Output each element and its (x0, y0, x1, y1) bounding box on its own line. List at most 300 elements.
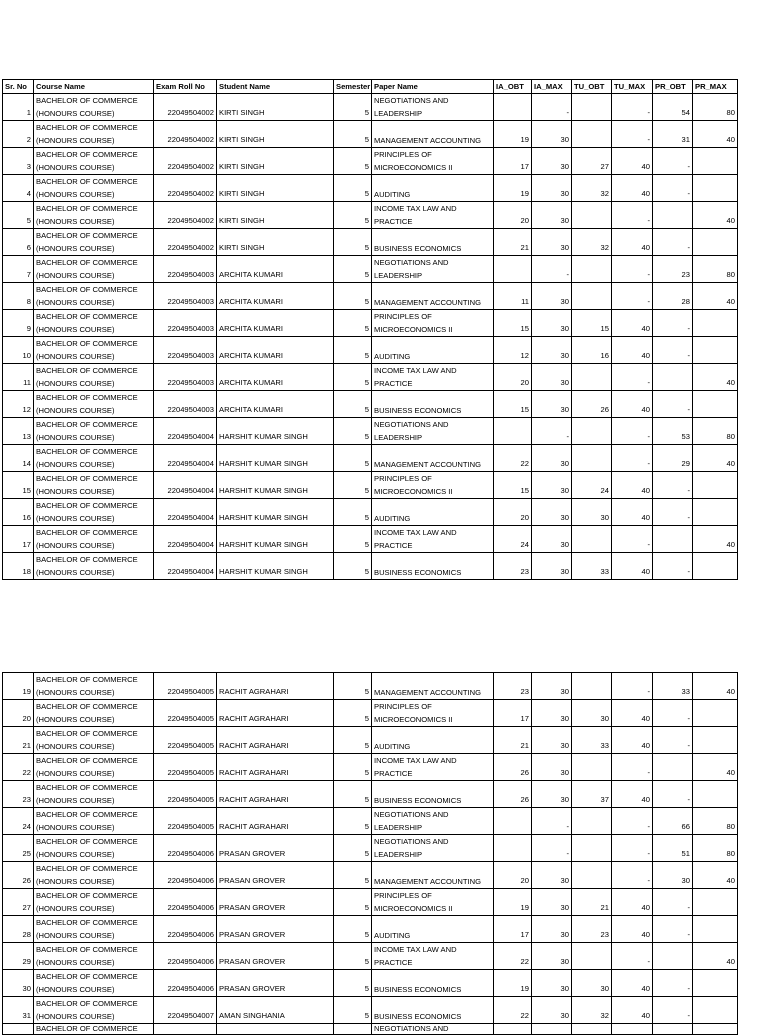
semester-cell: 5 (334, 916, 372, 943)
student-name-cell (217, 1024, 334, 1035)
pr-max-cell: 80 (693, 256, 738, 283)
ia-max-cell: 30 (532, 121, 572, 148)
pr-obt-cell (653, 364, 693, 391)
course-name-cell: BACHELOR OF COMMERCE (HONOURS COURSE) (34, 943, 154, 970)
tu-obt-cell (572, 754, 612, 781)
tu-max-cell: - (612, 673, 653, 700)
paper-name-cell: MANAGEMENT ACCOUNTING (372, 862, 494, 889)
semester-cell: 5 (334, 553, 372, 580)
course-name-cell: BACHELOR OF COMMERCE (HONOURS COURSE) (34, 835, 154, 862)
ia-obt-cell: 11 (494, 283, 532, 310)
course-name-cell: BACHELOR OF COMMERCE (HONOURS COURSE) (34, 121, 154, 148)
header-row (3, 80, 738, 94)
pr-obt-cell: - (653, 553, 693, 580)
ia-obt-cell: 24 (494, 526, 532, 553)
exam-roll-no-cell: 22049504006 (154, 916, 217, 943)
sr-no-cell (3, 1024, 34, 1035)
semester-cell: 5 (334, 970, 372, 997)
ia-max-cell: 30 (532, 754, 572, 781)
course-name-cell: BACHELOR OF COMMERCE (HONOURS COURSE) (34, 862, 154, 889)
ia-obt-cell: 21 (494, 229, 532, 256)
pr-max-cell (693, 700, 738, 727)
pr-max-cell: 40 (693, 943, 738, 970)
student-name-cell: RACHIT AGRAHARI (217, 754, 334, 781)
exam-roll-no-cell: 22049504004 (154, 499, 217, 526)
tu-max-cell: 40 (612, 889, 653, 916)
ia-max-cell: 30 (532, 889, 572, 916)
pr-obt-cell: - (653, 148, 693, 175)
student-name-cell: ARCHITA KUMARI (217, 364, 334, 391)
tu-obt-cell (572, 862, 612, 889)
course-name-cell: BACHELOR OF COMMERCE (HONOURS COURSE) (34, 889, 154, 916)
tu-max-cell: - (612, 418, 653, 445)
pr-max-cell (693, 553, 738, 580)
ia-obt-cell (494, 256, 532, 283)
ia-obt-cell: 20 (494, 499, 532, 526)
tu-max-cell: - (612, 943, 653, 970)
student-name-cell: RACHIT AGRAHARI (217, 700, 334, 727)
table-body (3, 94, 738, 580)
sr-no-cell: 27 (3, 889, 34, 916)
pr-obt-cell: 53 (653, 418, 693, 445)
tu-obt-cell (572, 808, 612, 835)
ia-obt-cell: 20 (494, 862, 532, 889)
tu-obt-cell (572, 94, 612, 121)
tu-max-cell: - (612, 445, 653, 472)
table-row (3, 94, 738, 121)
semester-cell: 5 (334, 229, 372, 256)
ia-obt-cell: 20 (494, 364, 532, 391)
table-row (3, 673, 738, 700)
sr-no-cell: 25 (3, 835, 34, 862)
paper-name-cell: BUSINESS ECONOMICS (372, 997, 494, 1024)
table-row (3, 943, 738, 970)
tu-max-cell: 40 (612, 337, 653, 364)
tu-obt-cell (572, 673, 612, 700)
pr-max-cell: 40 (693, 862, 738, 889)
table-row (3, 418, 738, 445)
ia-max-cell: 30 (532, 472, 572, 499)
exam-roll-no-cell: 22049504002 (154, 175, 217, 202)
pr-obt-cell: - (653, 970, 693, 997)
tu-max-cell: - (612, 835, 653, 862)
table-row (3, 862, 738, 889)
pr-obt-cell: - (653, 781, 693, 808)
pr-obt-cell: - (653, 391, 693, 418)
paper-name-cell: BUSINESS ECONOMICS (372, 229, 494, 256)
sr-no-cell: 7 (3, 256, 34, 283)
ia-obt-cell: 21 (494, 727, 532, 754)
ia-obt-cell: 12 (494, 337, 532, 364)
ia-max-cell: 30 (532, 229, 572, 256)
exam-roll-no-cell: 22049504006 (154, 943, 217, 970)
tu-max-cell: - (612, 862, 653, 889)
ia-obt-cell (494, 94, 532, 121)
exam-roll-no-cell: 22049504005 (154, 700, 217, 727)
tu-obt-cell: 15 (572, 310, 612, 337)
ia-max-cell: - (532, 835, 572, 862)
table-body (3, 673, 738, 1035)
table-row (3, 970, 738, 997)
paper-name-cell: MANAGEMENT ACCOUNTING (372, 445, 494, 472)
course-name-cell: BACHELOR OF COMMERCE (HONOURS COURSE) (34, 175, 154, 202)
student-name-cell: KIRTI SINGH (217, 175, 334, 202)
table-row (3, 202, 738, 229)
ia-obt-cell: 23 (494, 673, 532, 700)
pr-max-cell: 40 (693, 754, 738, 781)
pr-obt-cell: 54 (653, 94, 693, 121)
header-tu-max: TU_MAX (612, 80, 653, 94)
exam-roll-no-cell: 22049504005 (154, 808, 217, 835)
pr-max-cell (693, 997, 738, 1024)
course-name-cell: BACHELOR OF COMMERCE (HONOURS COURSE) (34, 256, 154, 283)
pr-max-cell (693, 472, 738, 499)
student-name-cell: PRASAN GROVER (217, 835, 334, 862)
pr-obt-cell: 30 (653, 862, 693, 889)
course-name-cell: BACHELOR OF COMMERCE (HONOURS COURSE) (34, 229, 154, 256)
ia-obt-cell: 19 (494, 175, 532, 202)
semester-cell: 5 (334, 364, 372, 391)
tu-obt-cell: 37 (572, 781, 612, 808)
paper-name-cell: NEGOTIATIONS AND LEADERSHIP (372, 256, 494, 283)
tu-max-cell: 40 (612, 175, 653, 202)
sr-no-cell: 20 (3, 700, 34, 727)
exam-roll-no-cell: 22049504006 (154, 889, 217, 916)
pr-obt-cell: - (653, 727, 693, 754)
semester-cell: 5 (334, 943, 372, 970)
table-row (3, 526, 738, 553)
semester-cell: 5 (334, 472, 372, 499)
ia-obt-cell: 15 (494, 391, 532, 418)
paper-name-cell: BUSINESS ECONOMICS (372, 970, 494, 997)
pr-obt-cell: 28 (653, 283, 693, 310)
results-table-2 (2, 672, 738, 1035)
pr-max-cell: 80 (693, 94, 738, 121)
tu-max-cell: - (612, 526, 653, 553)
pr-max-cell (693, 310, 738, 337)
tu-max-cell: - (612, 256, 653, 283)
semester-cell: 5 (334, 445, 372, 472)
tu-max-cell: 40 (612, 997, 653, 1024)
exam-roll-no-cell: 22049504007 (154, 997, 217, 1024)
table-row (3, 472, 738, 499)
ia-obt-cell: 20 (494, 202, 532, 229)
ia-obt-cell (494, 835, 532, 862)
tu-obt-cell: 33 (572, 553, 612, 580)
paper-name-cell: MANAGEMENT ACCOUNTING (372, 673, 494, 700)
header-ia-obt: IA_OBT (494, 80, 532, 94)
pr-max-cell (693, 229, 738, 256)
ia-obt-cell: 26 (494, 754, 532, 781)
semester-cell: 5 (334, 673, 372, 700)
ia-obt-cell: 22 (494, 445, 532, 472)
tu-max-cell: - (612, 808, 653, 835)
sr-no-cell: 1 (3, 94, 34, 121)
paper-name-cell: AUDITING (372, 175, 494, 202)
header-paper-name: Paper Name (372, 80, 494, 94)
tu-obt-cell (572, 364, 612, 391)
pr-max-cell: 40 (693, 445, 738, 472)
student-name-cell: KIRTI SINGH (217, 148, 334, 175)
semester-cell: 5 (334, 256, 372, 283)
ia-max-cell: 30 (532, 310, 572, 337)
ia-max-cell: 30 (532, 526, 572, 553)
course-name-cell: BACHELOR OF COMMERCE (HONOURS COURSE) (34, 553, 154, 580)
tu-obt-cell: 27 (572, 148, 612, 175)
sr-no-cell: 11 (3, 364, 34, 391)
student-name-cell: ARCHITA KUMARI (217, 283, 334, 310)
semester-cell: 5 (334, 202, 372, 229)
ia-max-cell: - (532, 256, 572, 283)
table-row (3, 256, 738, 283)
paper-name-cell: PRINCIPLES OF MICROECONOMICS II (372, 472, 494, 499)
table-row (3, 148, 738, 175)
tu-max-cell: - (612, 121, 653, 148)
ia-max-cell: - (532, 94, 572, 121)
ia-obt-cell (494, 418, 532, 445)
tu-obt-cell: 33 (572, 727, 612, 754)
exam-roll-no-cell (154, 1024, 217, 1035)
pr-max-cell: 40 (693, 283, 738, 310)
pr-max-cell: 40 (693, 202, 738, 229)
course-name-cell: BACHELOR OF COMMERCE (HONOURS COURSE) (34, 202, 154, 229)
tu-obt-cell (572, 1024, 612, 1035)
paper-name-cell: PRINCIPLES OF MICROECONOMICS II (372, 700, 494, 727)
table-row (3, 337, 738, 364)
sr-no-cell: 10 (3, 337, 34, 364)
course-name-cell: BACHELOR OF COMMERCE (HONOURS COURSE) (34, 283, 154, 310)
table-row (3, 553, 738, 580)
course-name-cell: BACHELOR OF COMMERCE (HONOURS COURSE) (34, 391, 154, 418)
student-name-cell: HARSHIT KUMAR SINGH (217, 472, 334, 499)
semester-cell: 5 (334, 862, 372, 889)
pr-obt-cell: - (653, 700, 693, 727)
sr-no-cell: 31 (3, 997, 34, 1024)
table-row (3, 754, 738, 781)
sr-no-cell: 8 (3, 283, 34, 310)
pr-obt-cell (653, 526, 693, 553)
table-row (3, 1024, 738, 1035)
paper-name-cell: PRINCIPLES OF MICROECONOMICS II (372, 148, 494, 175)
header-pr-max: PR_MAX (693, 80, 738, 94)
exam-roll-no-cell: 22049504004 (154, 553, 217, 580)
ia-obt-cell: 19 (494, 970, 532, 997)
student-name-cell: RACHIT AGRAHARI (217, 808, 334, 835)
pr-max-cell (693, 781, 738, 808)
tu-max-cell: - (612, 754, 653, 781)
course-name-cell: BACHELOR OF COMMERCE (HONOURS COURSE) (34, 673, 154, 700)
ia-max-cell: 30 (532, 997, 572, 1024)
tu-obt-cell (572, 526, 612, 553)
table-row (3, 808, 738, 835)
sr-no-cell: 23 (3, 781, 34, 808)
paper-name-cell: AUDITING (372, 916, 494, 943)
exam-roll-no-cell: 22049504003 (154, 283, 217, 310)
ia-max-cell: 30 (532, 700, 572, 727)
tu-max-cell: 40 (612, 553, 653, 580)
tu-max-cell: - (612, 364, 653, 391)
paper-name-cell: INCOME TAX LAW AND PRACTICE (372, 364, 494, 391)
semester-cell: 5 (334, 499, 372, 526)
paper-name-cell: PRINCIPLES OF MICROECONOMICS II (372, 310, 494, 337)
student-name-cell: HARSHIT KUMAR SINGH (217, 499, 334, 526)
exam-roll-no-cell: 22049504006 (154, 862, 217, 889)
paper-name-cell: INCOME TAX LAW AND PRACTICE (372, 943, 494, 970)
student-name-cell: PRASAN GROVER (217, 862, 334, 889)
exam-roll-no-cell: 22049504004 (154, 418, 217, 445)
semester-cell: 5 (334, 175, 372, 202)
paper-name-cell: NEGOTIATIONS AND LEADERSHIP (372, 808, 494, 835)
course-name-cell: BACHELOR OF COMMERCE (HONOURS COURSE) (34, 970, 154, 997)
pr-max-cell (693, 175, 738, 202)
sr-no-cell: 4 (3, 175, 34, 202)
sr-no-cell: 2 (3, 121, 34, 148)
ia-max-cell: 30 (532, 943, 572, 970)
tu-max-cell: 40 (612, 391, 653, 418)
exam-roll-no-cell: 22049504004 (154, 445, 217, 472)
semester-cell: 5 (334, 526, 372, 553)
pr-max-cell: 80 (693, 418, 738, 445)
ia-max-cell: 30 (532, 283, 572, 310)
sr-no-cell: 13 (3, 418, 34, 445)
tu-max-cell (612, 1024, 653, 1035)
sr-no-cell: 26 (3, 862, 34, 889)
course-name-cell: BACHELOR OF COMMERCE (HONOURS COURSE) (34, 997, 154, 1024)
exam-roll-no-cell: 22049504003 (154, 391, 217, 418)
semester-cell: 5 (334, 337, 372, 364)
course-name-cell: BACHELOR OF COMMERCE (HONOURS COURSE) (34, 526, 154, 553)
semester-cell: 5 (334, 94, 372, 121)
pr-obt-cell: - (653, 310, 693, 337)
ia-max-cell: 30 (532, 970, 572, 997)
student-name-cell: KIRTI SINGH (217, 94, 334, 121)
student-name-cell: PRASAN GROVER (217, 943, 334, 970)
pr-obt-cell: - (653, 916, 693, 943)
course-name-cell: BACHELOR OF COMMERCE (34, 1024, 154, 1035)
ia-max-cell: 30 (532, 916, 572, 943)
table-row (3, 121, 738, 148)
student-name-cell: HARSHIT KUMAR SINGH (217, 526, 334, 553)
sr-no-cell: 9 (3, 310, 34, 337)
exam-roll-no-cell: 22049504002 (154, 202, 217, 229)
pr-max-cell (693, 391, 738, 418)
ia-max-cell: 30 (532, 391, 572, 418)
exam-roll-no-cell: 22049504006 (154, 970, 217, 997)
course-name-cell: BACHELOR OF COMMERCE (HONOURS COURSE) (34, 445, 154, 472)
exam-roll-no-cell: 22049504005 (154, 754, 217, 781)
ia-max-cell: 30 (532, 445, 572, 472)
tu-obt-cell (572, 283, 612, 310)
tu-obt-cell: 32 (572, 229, 612, 256)
tu-obt-cell: 30 (572, 700, 612, 727)
tu-obt-cell (572, 418, 612, 445)
sr-no-cell: 6 (3, 229, 34, 256)
tu-obt-cell: 30 (572, 970, 612, 997)
sr-no-cell: 17 (3, 526, 34, 553)
pr-max-cell: 80 (693, 808, 738, 835)
ia-obt-cell (494, 808, 532, 835)
tu-obt-cell (572, 121, 612, 148)
tu-obt-cell: 32 (572, 175, 612, 202)
ia-max-cell (532, 1024, 572, 1035)
pr-max-cell (693, 970, 738, 997)
ia-max-cell: - (532, 808, 572, 835)
student-name-cell: ARCHITA KUMARI (217, 391, 334, 418)
student-name-cell: PRASAN GROVER (217, 916, 334, 943)
ia-max-cell: 30 (532, 202, 572, 229)
tu-max-cell: 40 (612, 499, 653, 526)
tu-max-cell: - (612, 202, 653, 229)
sr-no-cell: 21 (3, 727, 34, 754)
ia-max-cell: 30 (532, 862, 572, 889)
paper-name-cell: AUDITING (372, 337, 494, 364)
paper-name-cell: INCOME TAX LAW AND PRACTICE (372, 526, 494, 553)
ia-obt-cell: 17 (494, 148, 532, 175)
pr-max-cell (693, 727, 738, 754)
header-tu-obt: TU_OBT (572, 80, 612, 94)
student-name-cell: PRASAN GROVER (217, 970, 334, 997)
course-name-cell: BACHELOR OF COMMERCE (HONOURS COURSE) (34, 148, 154, 175)
table-row (3, 781, 738, 808)
pr-obt-cell: 33 (653, 673, 693, 700)
paper-name-cell: BUSINESS ECONOMICS (372, 553, 494, 580)
tu-obt-cell: 21 (572, 889, 612, 916)
header-course-name: Course Name (34, 80, 154, 94)
tu-obt-cell (572, 943, 612, 970)
table-row (3, 445, 738, 472)
tu-obt-cell: 26 (572, 391, 612, 418)
exam-roll-no-cell: 22049504004 (154, 472, 217, 499)
table-row (3, 229, 738, 256)
course-name-cell: BACHELOR OF COMMERCE (HONOURS COURSE) (34, 808, 154, 835)
table-row (3, 391, 738, 418)
table-row (3, 700, 738, 727)
tu-max-cell: 40 (612, 148, 653, 175)
tu-obt-cell: 23 (572, 916, 612, 943)
ia-obt-cell: 23 (494, 553, 532, 580)
pr-max-cell: 40 (693, 364, 738, 391)
pr-obt-cell: 29 (653, 445, 693, 472)
ia-max-cell: 30 (532, 727, 572, 754)
table-row (3, 283, 738, 310)
course-name-cell: BACHELOR OF COMMERCE (HONOURS COURSE) (34, 472, 154, 499)
tu-obt-cell (572, 256, 612, 283)
pr-obt-cell (653, 943, 693, 970)
pr-obt-cell: - (653, 337, 693, 364)
tu-obt-cell: 30 (572, 499, 612, 526)
course-name-cell: BACHELOR OF COMMERCE (HONOURS COURSE) (34, 781, 154, 808)
semester-cell: 5 (334, 148, 372, 175)
sr-no-cell: 28 (3, 916, 34, 943)
paper-name-cell: INCOME TAX LAW AND PRACTICE (372, 202, 494, 229)
ia-obt-cell: 15 (494, 472, 532, 499)
student-name-cell: ARCHITA KUMARI (217, 310, 334, 337)
tu-obt-cell (572, 202, 612, 229)
tu-max-cell: 40 (612, 727, 653, 754)
pr-obt-cell (653, 754, 693, 781)
student-name-cell: KIRTI SINGH (217, 229, 334, 256)
exam-roll-no-cell: 22049504005 (154, 673, 217, 700)
pr-obt-cell (653, 202, 693, 229)
course-name-cell: BACHELOR OF COMMERCE (HONOURS COURSE) (34, 700, 154, 727)
table-row (3, 889, 738, 916)
table-header (3, 80, 738, 94)
semester-cell: 5 (334, 754, 372, 781)
table-row (3, 835, 738, 862)
paper-name-cell: PRINCIPLES OF MICROECONOMICS II (372, 889, 494, 916)
pr-obt-cell: 66 (653, 808, 693, 835)
pr-obt-cell: - (653, 472, 693, 499)
